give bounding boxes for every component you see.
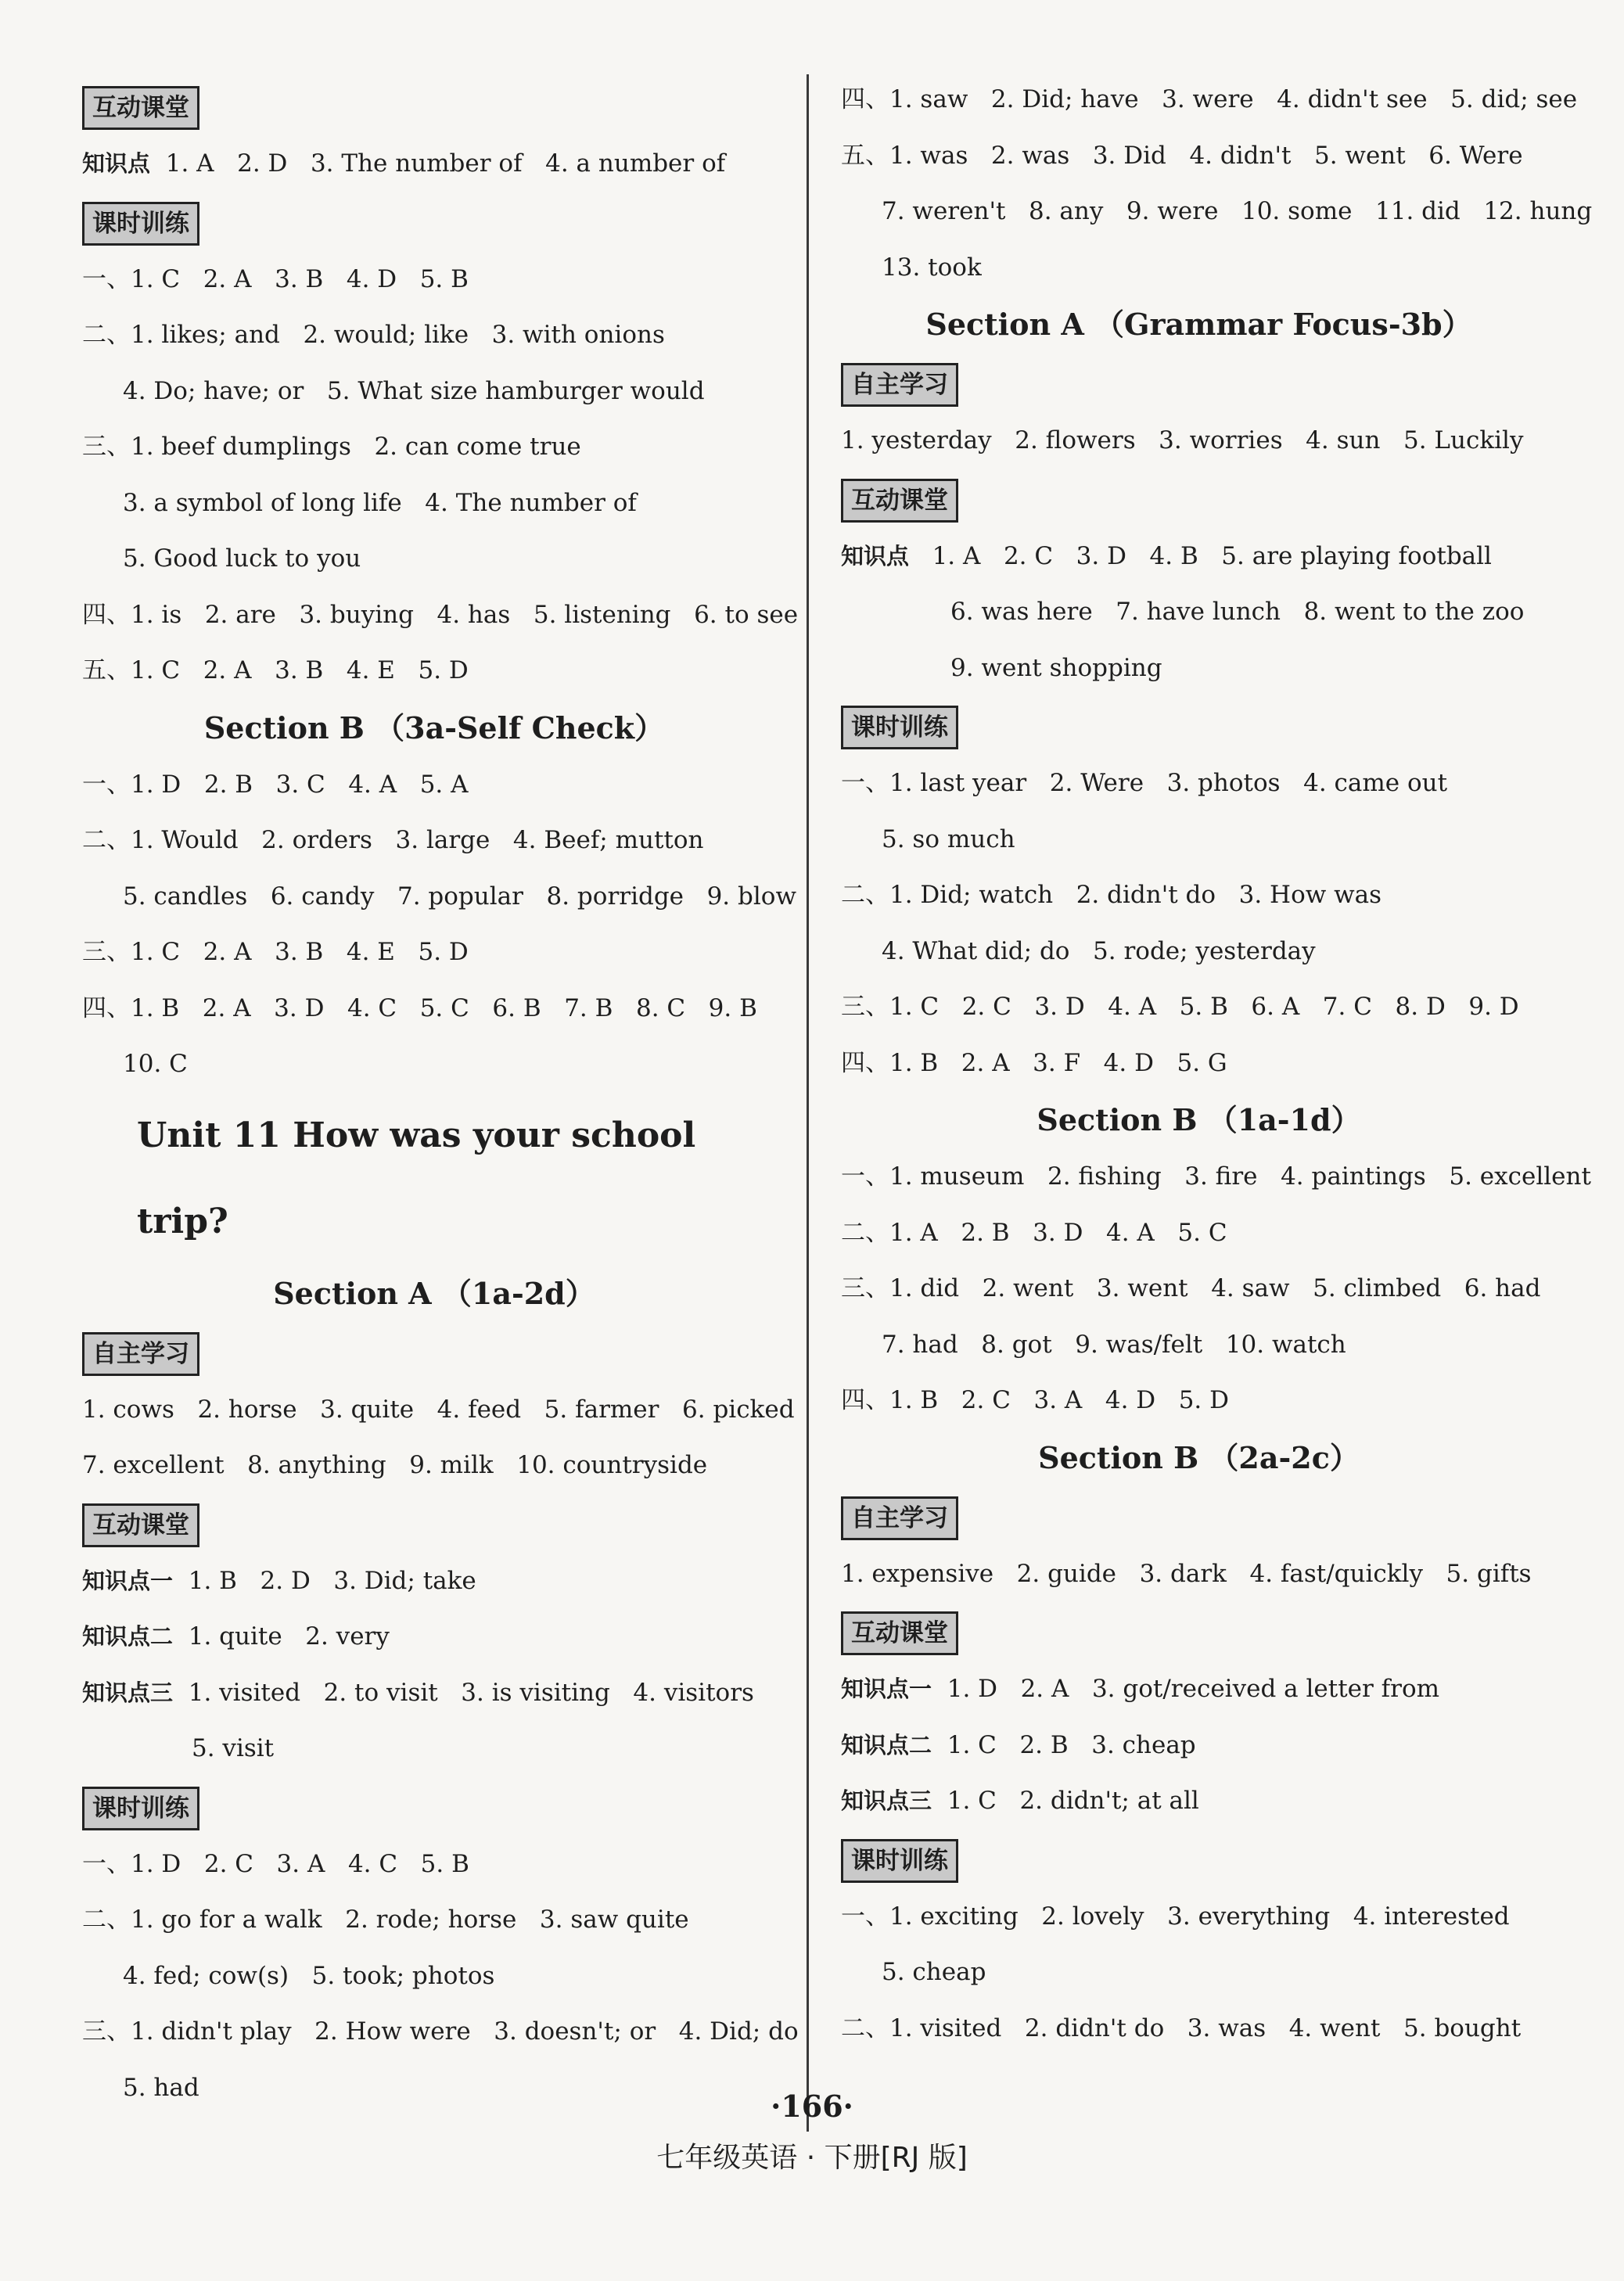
answer-line: 3. a symbol of long life 4. The number of	[123, 488, 637, 517]
answer-line: 四、1. B 2. C 3. A 4. D 5. D	[841, 1386, 1229, 1414]
answer-line: 一、1. D 2. B 3. C 4. A 5. A	[82, 770, 469, 799]
section-badge-training: 课时训练	[841, 706, 958, 749]
answer-line: 五、1. was 2. was 3. Did 4. didn't 5. went 6. Were	[841, 141, 1523, 170]
answer-line: 三、1. C 2. A 3. B 4. E 5. D	[82, 938, 469, 966]
answer-line: 7. weren't 8. any 9. were 10. some 11. did 12. hung	[882, 197, 1593, 225]
section-heading: Section B （2a-2c）	[1038, 1439, 1360, 1475]
answer-line: 二、1. A 2. B 3. D 4. A 5. C	[841, 1218, 1227, 1247]
section-heading: Section A （Grammar Focus-3b）	[925, 307, 1472, 342]
answer-line: 5. Good luck to you	[123, 544, 361, 573]
section-badge-training: 课时训练	[82, 1787, 199, 1830]
section-badge-interactive: 互动课堂	[841, 1611, 958, 1655]
answer-line: 5. visit	[192, 1734, 275, 1762]
column-divider	[807, 74, 809, 2132]
section-heading: Section B （1a-1d）	[1037, 1102, 1361, 1137]
answer-line: 四、1. B 2. A 3. D 4. C 5. C 6. B 7. B 8. C 9. B	[82, 993, 757, 1022]
book-title: 七年级英语 · 下册[RJ 版]	[656, 2142, 968, 2174]
answer-line: 5. candles 6. candy 7. popular 8. porridge 9. blow	[123, 882, 796, 911]
answer-line: 1. expensive 2. guide 3. dark 4. fast/quickly 5. gifts	[841, 1559, 1532, 1588]
answer-line: 知识点 1. A 2. C 3. D 4. B 5. are playing football	[841, 541, 1492, 570]
section-heading: Section B （3a-Self Check）	[203, 709, 665, 745]
answer-line: 一、1. museum 2. fishing 3. fire 4. paintings 5. excellent	[841, 1162, 1591, 1191]
answer-line: 13. took	[882, 253, 982, 282]
answer-line: 知识点一 1. D 2. A 3. got/received a letter from	[841, 1675, 1440, 1703]
answer-line: 10. C	[123, 1050, 188, 1078]
answer-line: 一、1. D 2. C 3. A 4. C 5. B	[82, 1849, 469, 1878]
answer-line: 四、1. B 2. A 3. F 4. D 5. G	[841, 1048, 1227, 1077]
answer-line: 一、1. C 2. A 3. B 4. D 5. B	[82, 264, 469, 293]
answer-line: 四、1. saw 2. Did; have 3. were 4. didn't see 5. did; see	[841, 85, 1578, 113]
section-badge-interactive: 互动课堂	[82, 1503, 199, 1547]
answer-line: 知识点二 1. C 2. B 3. cheap	[841, 1730, 1196, 1759]
answer-line: 5. so much	[882, 824, 1015, 853]
answer-line: 6. was here 7. have lunch 8. went to the zoo	[950, 598, 1525, 626]
page-number: ·166·	[771, 2089, 853, 2124]
answer-line: 三、1. beef dumplings 2. can come true	[82, 433, 581, 461]
answer-line: 7. had 8. got 9. was/felt 10. watch	[882, 1330, 1346, 1359]
answer-line: 二、1. Would 2. orders 3. large 4. Beef; mutton	[82, 826, 704, 854]
section-badge-interactive: 互动课堂	[841, 479, 958, 523]
answer-line: 二、1. likes; and 2. would; like 3. with onions	[82, 321, 665, 349]
answer-line: 知识点三 1. C 2. didn't; at all	[841, 1787, 1199, 1815]
unit-heading: Unit 11 How was your school trip?	[137, 1115, 696, 1241]
answer-line: 三、1. didn't play 2. How were 3. doesn't; or 4. Did; do	[82, 2017, 799, 2046]
answer-line: 二、1. Did; watch 2. didn't do 3. How was	[841, 881, 1382, 909]
section-badge-self-study: 自主学习	[82, 1332, 199, 1376]
answer-line: 1. yesterday 2. flowers 3. worries 4. sun 5. Luckily	[841, 426, 1524, 454]
answer-line: 二、1. go for a walk 2. rode; horse 3. saw quite	[82, 1906, 689, 1934]
answer-line: 知识点二 1. quite 2. very	[82, 1622, 390, 1651]
answer-line: 4. What did; do 5. rode; yesterday	[882, 936, 1316, 965]
answer-line: 知识点一 1. B 2. D 3. Did; take	[82, 1566, 476, 1595]
answer-line: 5. had	[123, 2073, 199, 2102]
section-badge-training: 课时训练	[841, 1839, 958, 1883]
answer-line: 一、1. exciting 2. lovely 3. everything 4. interested	[841, 1902, 1510, 1931]
section-heading: Section A （1a-2d）	[273, 1275, 595, 1311]
answer-line: 9. went shopping	[950, 653, 1162, 682]
answer-line: 1. cows 2. horse 3. quite 4. feed 5. farmer 6. picked	[82, 1395, 795, 1424]
answer-line: 五、1. C 2. A 3. B 4. E 5. D	[82, 656, 469, 684]
right-column	[841, 72, 1593, 2056]
answer-line: 5. cheap	[882, 1958, 986, 1986]
answer-line: 三、1. did 2. went 3. went 4. saw 5. climbed 6. had	[841, 1274, 1541, 1302]
answer-line: 4. fed; cow(s) 5. took; photos	[123, 1961, 495, 1990]
section-badge-training: 课时训练	[82, 202, 199, 246]
answer-line: 知识点 1. A 2. D 3. The number of 4. a number of	[82, 149, 726, 178]
left-column	[82, 77, 799, 2116]
answer-line: 一、1. last year 2. Were 3. photos 4. came out	[841, 769, 1448, 797]
answer-line: 三、1. C 2. C 3. D 4. A 5. B 6. A 7. C 8. D 9. D	[841, 993, 1519, 1021]
section-badge-self-study: 自主学习	[841, 363, 958, 407]
answer-line: 4. Do; have; or 5. What size hamburger would	[123, 376, 705, 405]
section-badge-interactive: 互动课堂	[82, 86, 199, 130]
answer-line: 7. excellent 8. anything 9. milk 10. countryside	[82, 1451, 708, 1479]
answer-line: 二、1. visited 2. didn't do 3. was 4. went 5. bought	[841, 2013, 1522, 2042]
knowledge-point-label: 知识点	[82, 150, 151, 177]
answer-line: 知识点三 1. visited 2. to visit 3. is visiting 4. visitors	[82, 1678, 754, 1707]
answer-line: 四、1. is 2. are 3. buying 4. has 5. listening 6. to see	[82, 600, 799, 629]
section-badge-self-study: 自主学习	[841, 1496, 958, 1540]
